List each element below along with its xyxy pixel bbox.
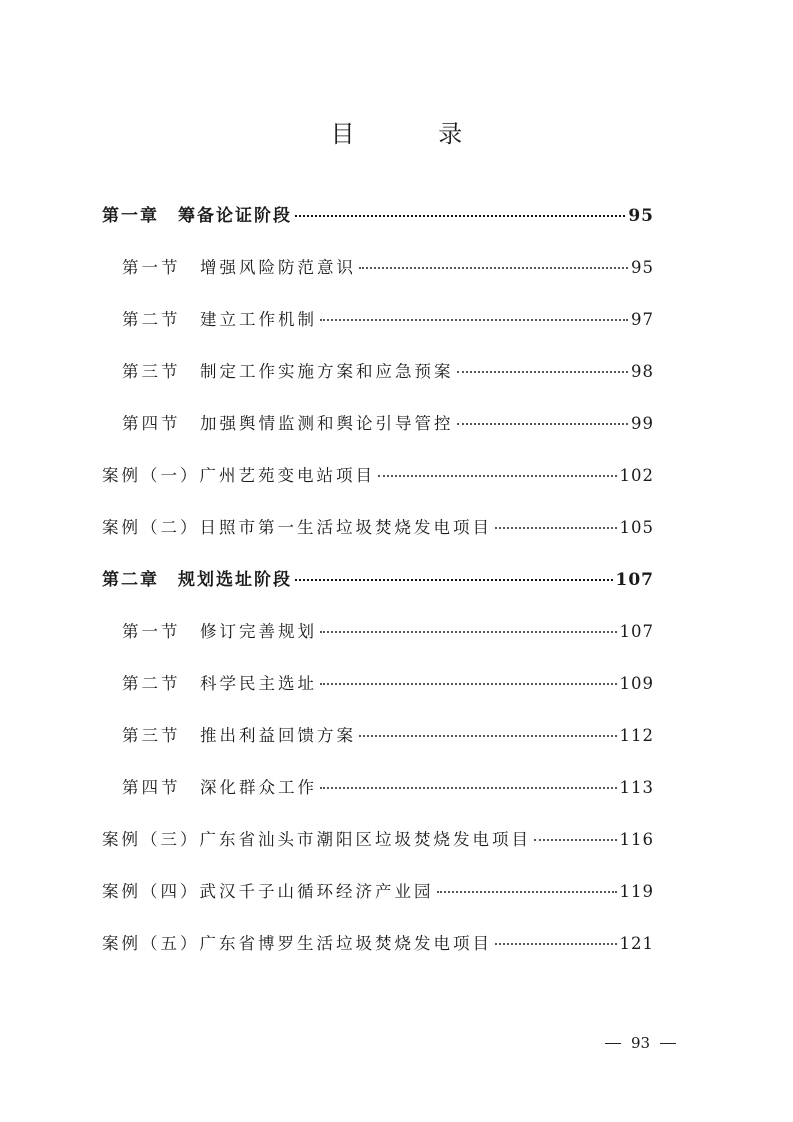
dot-leader xyxy=(457,423,629,425)
toc-entry-label: 第二节 建立工作机制 xyxy=(122,310,317,329)
toc-entry-section[interactable] xyxy=(102,658,654,710)
dot-leader xyxy=(457,371,629,373)
toc-entry-chapter-1[interactable] xyxy=(102,190,654,242)
dot-leader xyxy=(320,787,617,789)
toc-entry-label: 案例（二）日照市第一生活垃圾焚烧发电项目 xyxy=(102,518,492,537)
toc-title: 目 录 xyxy=(330,120,501,148)
toc-entry-label: 案例（五）广东省博罗生活垃圾焚烧发电项目 xyxy=(102,934,492,953)
toc-entry-page: 97 xyxy=(631,310,654,329)
dash-right xyxy=(660,1043,676,1044)
page-number xyxy=(605,1034,695,1052)
dot-leader xyxy=(359,735,617,737)
toc-entry-page: 98 xyxy=(631,362,654,381)
toc-entry-page: 105 xyxy=(619,518,654,537)
toc-entry-label: 第四节 深化群众工作 xyxy=(122,778,317,797)
dot-leader xyxy=(295,579,613,581)
toc-entry-page: 121 xyxy=(619,934,654,953)
toc-entry-case[interactable] xyxy=(102,450,654,502)
toc-entry-label: 案例（一）广州艺苑变电站项目 xyxy=(102,466,375,485)
dot-leader xyxy=(495,943,617,945)
toc-entry-label: 第二节 科学民主选址 xyxy=(122,674,317,693)
toc-entry-section[interactable] xyxy=(102,762,654,814)
toc-entry-label: 第一章 筹备论证阶段 xyxy=(102,206,292,226)
toc-entry-section[interactable] xyxy=(102,710,654,762)
toc-entry-section[interactable] xyxy=(102,346,654,398)
toc-entry-page: 107 xyxy=(619,622,654,641)
dot-leader xyxy=(495,527,617,529)
toc-entry-page: 113 xyxy=(619,778,654,797)
toc-entry-page: 119 xyxy=(619,882,654,901)
toc-entry-section[interactable] xyxy=(102,398,654,450)
toc-entry-label: 第四节 加强舆情监测和舆论引导管控 xyxy=(122,414,454,433)
dot-leader xyxy=(320,319,628,321)
dash-left xyxy=(605,1043,621,1044)
toc-entry-case[interactable] xyxy=(102,814,654,866)
toc-entry-label: 第三节 制定工作实施方案和应急预案 xyxy=(122,362,454,381)
toc-entry-label: 第三节 推出利益回馈方案 xyxy=(122,726,356,745)
toc-entry-case[interactable] xyxy=(102,918,654,970)
toc-entry-label: 第一节 增强风险防范意识 xyxy=(122,258,356,277)
dot-leader xyxy=(359,267,628,269)
toc-entry-page: 112 xyxy=(619,726,654,745)
toc-entry-section[interactable] xyxy=(102,294,654,346)
dot-leader xyxy=(320,631,617,633)
toc-entry-page: 99 xyxy=(631,414,654,433)
toc-entry-page: 107 xyxy=(615,570,654,590)
dot-leader xyxy=(378,475,617,477)
dot-leader xyxy=(534,839,617,841)
toc-entry-section[interactable] xyxy=(102,242,654,294)
dot-leader xyxy=(437,891,617,893)
toc-entry-case[interactable] xyxy=(102,502,654,554)
toc-entry-page: 95 xyxy=(628,206,654,226)
toc-entry-label: 案例（三）广东省汕头市潮阳区垃圾焚烧发电项目 xyxy=(102,830,531,849)
toc-entry-label: 第一节 修订完善规划 xyxy=(122,622,317,641)
toc-entry-page: 95 xyxy=(631,258,654,277)
page-number-text: 93 xyxy=(631,1034,651,1052)
dot-leader xyxy=(295,215,625,217)
table-of-contents xyxy=(102,190,654,970)
toc-entry-page: 109 xyxy=(619,674,654,693)
toc-entry-section[interactable] xyxy=(102,606,654,658)
toc-entry-page: 116 xyxy=(619,830,654,849)
toc-entry-label: 案例（四）武汉千子山循环经济产业园 xyxy=(102,882,434,901)
toc-entry-chapter-2[interactable] xyxy=(102,554,654,606)
toc-entry-case[interactable] xyxy=(102,866,654,918)
toc-entry-page: 102 xyxy=(619,466,654,485)
toc-entry-label: 第二章 规划选址阶段 xyxy=(102,570,292,590)
dot-leader xyxy=(320,683,617,685)
